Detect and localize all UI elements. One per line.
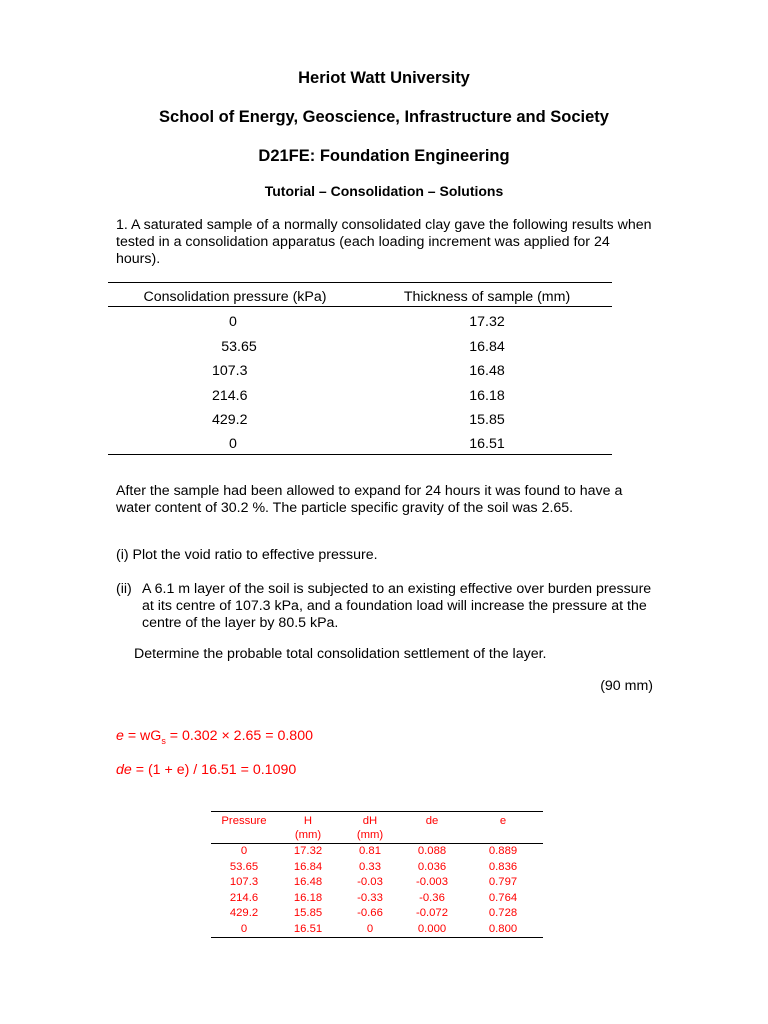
table-cell: 0 — [229, 314, 237, 330]
eq1-part-b: = 0.302 × 2.65 = 0.800 — [165, 728, 313, 744]
sol-unit-h: (mm) — [294, 829, 322, 841]
sol-header-h: H — [303, 815, 313, 827]
part-ii-text: A 6.1 m layer of the soil is subjected to an existing effective over burden pressure at its centre of 107.3 kPa, and a foundation load will increase the pressure at the centre of the layer by 80.5 kPa. — [142, 581, 652, 631]
sol-table-cell: 53.65 — [229, 860, 259, 873]
table-cell: 16.18 — [469, 388, 505, 404]
sol-table-cell: 16.84 — [293, 860, 323, 873]
equation-void-ratio — [116, 728, 313, 750]
sol-table-cell: 214.6 — [229, 891, 259, 904]
table-cell: 17.32 — [469, 314, 505, 330]
sol-table-cell: -0.36 — [419, 891, 445, 904]
sol-table-cell: 429.2 — [229, 907, 259, 919]
sol-table-cell: 0.33 — [359, 860, 381, 873]
part-ii-label: (ii) — [116, 581, 132, 597]
sol-table-top-rule — [211, 811, 543, 812]
sol-table-cell: 0 — [240, 845, 248, 857]
sol-table-cell: 0.036 — [417, 860, 447, 873]
eq1-subscript: s — [161, 735, 166, 746]
table-cell: 16.84 — [469, 339, 505, 355]
table-header-pressure: Consolidation pressure (kPa) — [143, 289, 327, 305]
sol-header-pressure: Pressure — [221, 815, 267, 827]
sol-table-cell: 16.18 — [293, 891, 323, 904]
tutorial-subtitle: Tutorial – Consolidation – Solutions — [264, 183, 504, 199]
sol-table-cell: 0.764 — [488, 891, 518, 904]
table-cell: 15.85 — [469, 412, 505, 428]
sol-table-cell: 16.48 — [293, 876, 323, 888]
sol-table-cell: -0.66 — [357, 907, 383, 919]
university-title: Heriot Watt University — [298, 69, 470, 87]
eq1-part-a: = wG — [123, 728, 162, 744]
question-intro: 1. A saturated sample of a normally consolidated clay gave the following results when tested in a consolidation apparatus (each loading increment was applied for 24 hours). — [116, 217, 652, 267]
sol-header-dh: dH — [362, 815, 378, 827]
sol-table-cell: 0.836 — [488, 860, 518, 873]
sol-table-cell: 17.32 — [293, 845, 323, 857]
table-cell: 0 — [229, 436, 237, 452]
determine-text: Determine the probable total consolidation settlement of the layer. — [134, 646, 547, 662]
table-cell: 107.3 — [212, 363, 248, 379]
school-title: School of Energy, Geoscience, Infrastructure and Society — [159, 108, 609, 126]
sol-table-cell: -0.03 — [357, 876, 383, 888]
eq1-var: e — [116, 728, 124, 744]
table-header-thickness: Thickness of sample (mm) — [403, 289, 571, 305]
sol-header-de: de — [425, 815, 439, 827]
table-header-rule — [108, 306, 612, 307]
sol-table-cell: 0.889 — [488, 845, 518, 857]
sol-table-cell: 0.800 — [488, 922, 518, 935]
sol-table-cell: 0.797 — [488, 876, 518, 888]
sol-table-cell: 15.85 — [293, 907, 323, 919]
table-cell: 214.6 — [212, 388, 248, 404]
sol-table-cell: -0.33 — [357, 891, 383, 904]
course-title: D21FE: Foundation Engineering — [258, 147, 510, 165]
sol-table-cell: 0.81 — [359, 845, 381, 857]
eq2-rest: = (1 + e) / 16.51 = 0.1090 — [131, 762, 297, 778]
answer-text: (90 mm) — [600, 678, 653, 694]
sol-table-bottom-rule — [211, 937, 543, 938]
sol-table-cell: 107.3 — [229, 876, 259, 888]
sol-table-cell: 0 — [240, 922, 248, 935]
table-bottom-rule — [108, 454, 612, 455]
sol-table-cell: 0.088 — [417, 845, 447, 857]
sol-table-cell: 0 — [366, 922, 374, 935]
sol-table-cell: -0.003 — [415, 876, 449, 888]
equation-de — [116, 762, 296, 779]
table-cell: 16.48 — [469, 363, 505, 379]
sol-table-cell: 0.000 — [417, 922, 447, 935]
eq2-var: de — [116, 762, 132, 778]
table-cell: 16.51 — [469, 436, 505, 452]
sol-unit-dh: (mm) — [356, 829, 384, 841]
part-i-text: (i) Plot the void ratio to effective pressure. — [116, 547, 378, 563]
sol-table-cell: -0.072 — [415, 907, 449, 919]
after-expansion-text: After the sample had been allowed to expand for 24 hours it was found to have a water content of 30.2 %. The particle specific gravity of the soil was 2.65. — [116, 483, 623, 516]
sol-table-cell: 16.51 — [293, 922, 323, 935]
sol-table-cell: 0.728 — [488, 907, 518, 919]
sol-header-e: e — [499, 815, 507, 827]
table-cell: 429.2 — [212, 412, 248, 428]
table-top-rule — [108, 282, 612, 283]
table-cell: 53.65 — [221, 339, 257, 355]
